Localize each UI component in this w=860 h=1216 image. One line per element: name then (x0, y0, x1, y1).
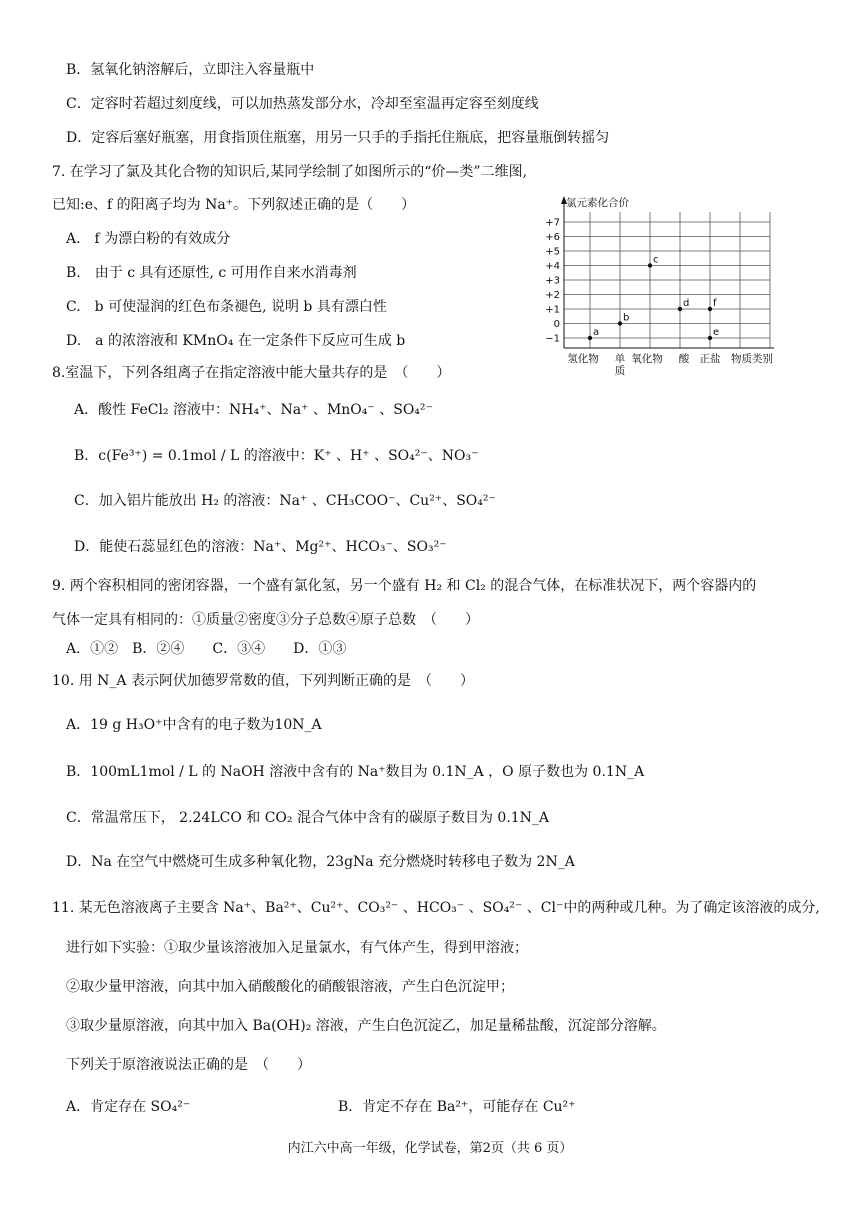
data-point-label: e (713, 327, 720, 338)
q11-step2: ②取少量甲溶液，向其中加入硝酸酸化的硝酸银溶液，产生白色沉淀甲； (66, 979, 514, 995)
y-tick-label: −1 (545, 333, 560, 345)
y-tick-label: +3 (545, 275, 560, 287)
y-tick-label: +7 (545, 217, 560, 229)
y-tick-label: +1 (545, 304, 560, 316)
x-category-label: 质 (614, 365, 626, 377)
y-tick-label: 0 (553, 319, 560, 330)
q8-option-c: C．加入铝片能放出 H₂ 的溶液：Na⁺ 、CH₃COO⁻、Cu²⁺、SO₄²⁻ (74, 493, 496, 509)
q11-question: 下列关于原溶液说法正确的是 （ ） (66, 1057, 311, 1073)
x-category-label: 氧化物 (631, 353, 663, 365)
x-axis-label: 物质类别 (731, 353, 773, 365)
q9-stem-line2: 气体一定具有相同的：①质量②密度③分子总数④原子总数 （ ） (52, 612, 479, 628)
q7-stem-line1: 7. 在学习了氯及其化合物的知识后,某同学绘制了如图所示的“价—类”二维图, (52, 164, 528, 180)
q8-stem: 8.室温下，下列各组离子在指定溶液中能大量共存的是 （ ） (52, 365, 451, 381)
q10-option-b: B．100mL1mol / L 的 NaOH 溶液中含有的 Na⁺数目为 0.1N_A ，O 原子数也为 0.1N_A (66, 764, 645, 780)
q11-option-a: A．肯定存在 SO₄²⁻ (66, 1099, 191, 1115)
data-point-d (678, 307, 682, 311)
q8-option-d: D．能使石蕊显红色的溶液：Na⁺、Mg²⁺、HCO₃⁻、SO₃²⁻ (74, 539, 447, 555)
valence-class-chart (530, 190, 790, 390)
q11-option-b: B．肯定不存在 Ba²⁺，可能存在 Cu²⁺ (338, 1099, 576, 1115)
q11-step3: ③取少量原溶液，向其中加入 Ba(OH)₂ 溶液，产生白色沉淀乙，加足量稀盐酸，沉淀部分溶解。 (66, 1018, 666, 1034)
y-tick-label: +5 (545, 246, 560, 258)
data-point-label: f (713, 298, 717, 309)
data-point-label: c (653, 254, 659, 266)
q6-option-d: D．定容后塞好瓶塞，用食指顶住瓶塞，用另一只手的手指托住瓶底，把容量瓶倒转摇匀 (66, 130, 610, 146)
q10-stem: 10. 用 N_A 表示阿伏加德罗常数的值，下列判断正确的是 （ ） (52, 673, 474, 689)
q7-option-c: C. b 可使湿润的红色布条褪色, 说明 b 具有漂白性 (66, 299, 387, 315)
q8-option-b: B．c(Fe³⁺) = 0.1mol / L 的溶液中：K⁺ 、H⁺ 、SO₄²⁻、NO₃⁻ (74, 448, 479, 464)
q11-stem-line1: 11. 某无色溶液离子主要含 Na⁺、Ba²⁺、Cu²⁺、CO₃²⁻ 、HCO₃⁻ 、SO₄²⁻ 、Cl⁻中的两种或几种。为了确定该溶液的成分, (52, 900, 820, 916)
y-tick-label: +4 (545, 261, 560, 272)
q7-option-d: D. a 的浓溶液和 KMnO₄ 在一定条件下反应可生成 b (66, 333, 406, 349)
q10-option-c: C．常温常压下， 2.24LCO 和 CO₂ 混合气体中含有的碳原子数目为 0.1N_A (66, 810, 550, 826)
q8-option-a: A．酸性 FeCl₂ 溶液中：NH₄⁺、Na⁺ 、MnO₄⁻ 、SO₄²⁻ (74, 402, 433, 418)
x-category-label: 正盐 (699, 353, 721, 365)
data-point-b (618, 321, 622, 325)
data-point-f (708, 307, 712, 311)
q7-option-b: B. 由于 c 具有还原性, c 可用作自来水消毒剂 (66, 265, 357, 281)
data-point-label: b (623, 312, 630, 324)
data-point-label: d (683, 298, 690, 309)
q9-stem-line1: 9. 两个容积相同的密闭容器，一个盛有氯化氢，另一个盛有 H₂ 和 Cl₂ 的混合气体，在标准状况下，两个容器内的 (52, 578, 757, 594)
q7-option-a: A. f 为漂白粉的有效成分 (66, 231, 231, 247)
y-tick-label: +2 (545, 290, 560, 301)
data-point-a (588, 336, 592, 340)
page-footer: 内江六中高一年级，化学试卷，第2页（共 6 页） (287, 1141, 573, 1156)
x-category-label: 酸 (678, 353, 690, 365)
q10-option-a: A．19 g H₃O⁺中含有的电子数为10N_A (66, 717, 322, 733)
data-point-label: a (593, 327, 600, 338)
x-category-label: 单 (614, 353, 626, 365)
q6-option-c: C．定容时若超过刻度线，可以加热蒸发部分水，冷却至室温再定容至刻度线 (66, 96, 539, 112)
q9-options: A．①② B．②④ C．③④ D．①③ (66, 641, 347, 657)
y-tick-label: +6 (545, 232, 560, 243)
data-point-e (708, 336, 712, 340)
q10-option-d: D．Na 在空气中燃烧可生成多种氧化物，23gNa 充分燃烧时转移电子数为 2N_A (66, 854, 575, 870)
y-axis-label: 氯元素化合价 (566, 197, 629, 209)
q11-stem-line2: 进行如下实验：①取少量该溶液加入足量氯水，有气体产生，得到甲溶液； (66, 940, 528, 956)
q6-option-b: B．氢氧化钠溶解后，立即注入容量瓶中 (66, 62, 315, 78)
data-point-c (648, 263, 652, 267)
q7-stem-line2: 已知:e、f 的阳离子均为 Na⁺。下列叙述正确的是（ ） (52, 197, 416, 213)
x-category-label: 氢化物 (567, 353, 599, 365)
